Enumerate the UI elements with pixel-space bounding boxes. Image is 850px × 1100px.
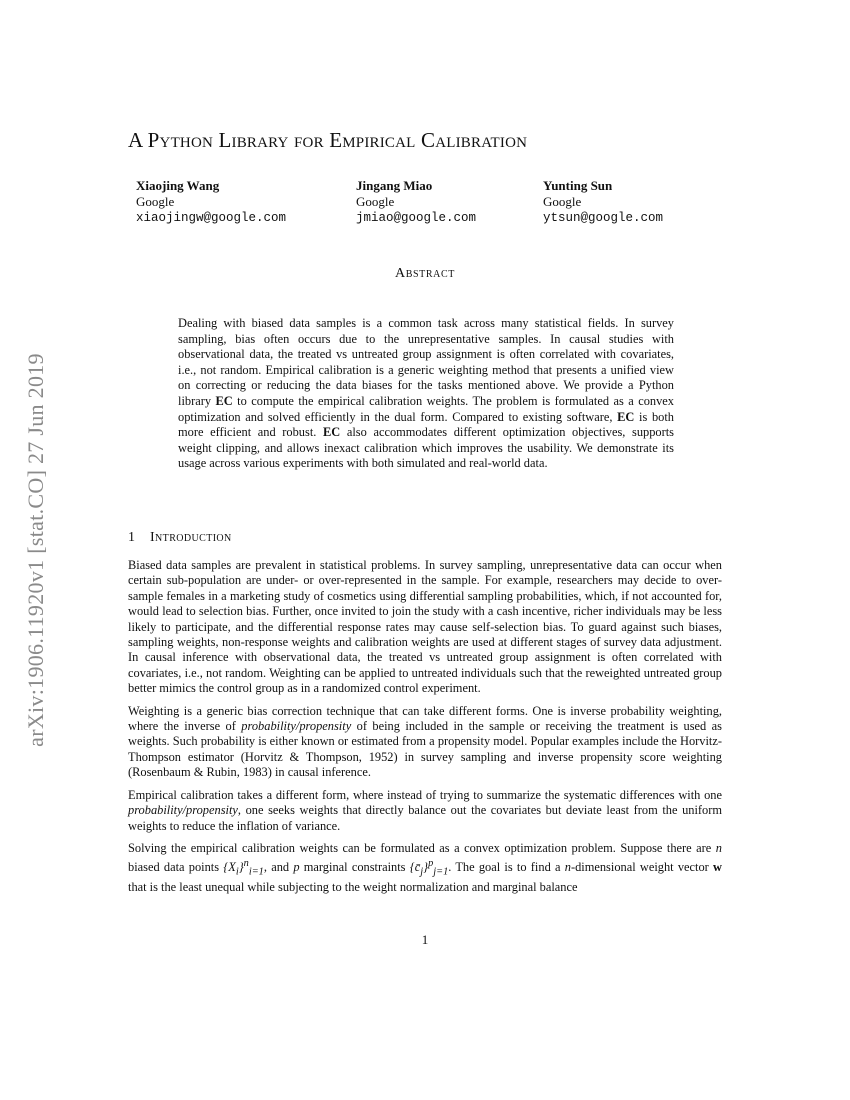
- abstract-text-run: to compute the empirical calibration weights. The problem is formulated as a convex optimization and solved efficiently in the dual form. Compared to existing software,: [178, 393, 674, 424]
- math-token: {c̄: [409, 860, 421, 875]
- math-variable: n: [564, 860, 571, 875]
- abstract-text: [178, 316, 674, 472]
- author: [543, 178, 663, 226]
- abstract-heading: Abstract: [395, 266, 455, 281]
- section-heading: [128, 530, 232, 546]
- arxiv-stamp: arXiv:1906.11920v1 [stat.CO] 27 Jun 2019: [23, 353, 48, 747]
- author-email: jmiao@google.com: [356, 211, 477, 225]
- author-email: ytsun@google.com: [543, 211, 664, 225]
- text-run: Empirical calibration takes a different form, where instead of trying to summarize the systematic differences with one: [128, 787, 722, 802]
- text-run: , one seeks weights that directly balance out the covariates but deviate least from the uniform weights to reduce the inflation of variance.: [128, 803, 722, 833]
- math-variable: n: [715, 840, 722, 855]
- math-superscript: n: [243, 858, 249, 870]
- author-affiliation: Google: [543, 194, 582, 209]
- math-vector: w: [713, 860, 722, 875]
- text-run: of being included in the sample or receiving the treatment is used as weights. Such probability is either known or estimated from a propensity model. Popular examples include the Horvitz-Thompson estimator (Horvitz & Thompson, 1952) in survey sampling and inverse propensity score weighting (Rosenbaum & Rubin, 1983) in causal inference.: [128, 719, 723, 780]
- author-name: Jingang Miao: [356, 178, 433, 193]
- author-affiliation: Google: [356, 194, 395, 209]
- library-name: EC: [323, 425, 341, 440]
- text-run: Solving the empirical calibration weights can be formulated as a convex optimization problem. Suppose there are: [128, 840, 716, 855]
- text-run: biased data points: [128, 860, 224, 875]
- text-run: -dimensional weight vector: [570, 860, 714, 875]
- section-title: Introduction: [150, 530, 232, 545]
- abstract-text-run: also accommodates different optimization objectives, supports weight clipping, and allows inexact calibration which improves the usability. We demonstrate its usage across various experiments with both simulated and real-world data.: [178, 425, 674, 471]
- library-name: EC: [215, 393, 233, 408]
- emphasis: probability/propensity: [128, 803, 238, 818]
- paragraph: [128, 841, 722, 896]
- section-body: [128, 558, 722, 903]
- author: [136, 178, 286, 226]
- author-email: xiaojingw@google.com: [136, 211, 287, 225]
- text-run: that is the least unequal while subjecting to the weight normalization and marginal balance: [128, 880, 578, 895]
- text-run: , and: [263, 860, 294, 875]
- math-set: [223, 858, 264, 878]
- author-name: Yunting Sun: [543, 178, 613, 193]
- abstract-text-run: Dealing with biased data samples is a common task across many statistical fields. In survey sampling, bias often occurs due to the unrepresentative samples. In causal studies with observational data, the treated vs untreated group assignment is often correlated with covariates, i.e., not random. Empirical calibration is a generic weighting method that presents a unified view on correcting or reducing the data biases for the tasks mentioned above. We provide a Python library: [178, 316, 674, 408]
- text-run: . The goal is to find a: [448, 860, 565, 875]
- paper-title: A Python Library for Empirical Calibration: [128, 128, 528, 152]
- math-token: {X: [223, 860, 236, 875]
- text-run: Weighting is a generic bias correction technique that can take different forms. One is inverse probability weighting, where the inverse of: [128, 703, 722, 734]
- emphasis: probability/propensity: [241, 719, 352, 734]
- math-token: }: [238, 860, 244, 875]
- math-variable: p: [293, 860, 300, 875]
- math-token: }: [423, 860, 429, 875]
- library-name: EC: [617, 409, 635, 424]
- math-subscript: i=1: [248, 866, 264, 878]
- math-superscript: p: [428, 858, 434, 870]
- paragraph: [128, 788, 722, 834]
- author-affiliation: Google: [136, 194, 175, 209]
- author-name: Xiaojing Wang: [136, 178, 220, 193]
- math-subscript: i: [235, 866, 239, 878]
- math-subscript: j=1: [433, 866, 449, 878]
- math-subscript: j: [420, 866, 424, 878]
- author-block: [136, 178, 696, 238]
- text-run: marginal constraints: [299, 860, 410, 875]
- abstract-text-run: is both more efficient and robust.: [178, 409, 674, 440]
- author: [356, 178, 476, 226]
- section-number: 1: [128, 530, 136, 545]
- math-set: [409, 858, 449, 878]
- page-number: 1: [421, 932, 429, 947]
- paragraph: Biased data samples are prevalent in statistical problems. In survey sampling, unrepresentative data can occur when certain sub-population are under- or over-represented in the sample. For example, researchers may decide to over-sample females in a marketing study of cosmetics using differential sampling probabilities, which, if not accounted for, would lead to selection bias. Further, once invited to join the study with a cash incentive, richer individuals may be less likely to participate, and the differential response rates may cause self-selection bias. To guard against such biases, sampling weights, non-response weights and calibration weights are used at different stages of survey data adjustment. In causal inference with observational data, the treated vs untreated group assignment is often correlated with covariates, i.e., not random. Weighting can be applied to untreated individuals such that the reweighted untreated group better mimics the control group as in a randomized control experiment.: [128, 558, 722, 696]
- paragraph: [128, 704, 722, 781]
